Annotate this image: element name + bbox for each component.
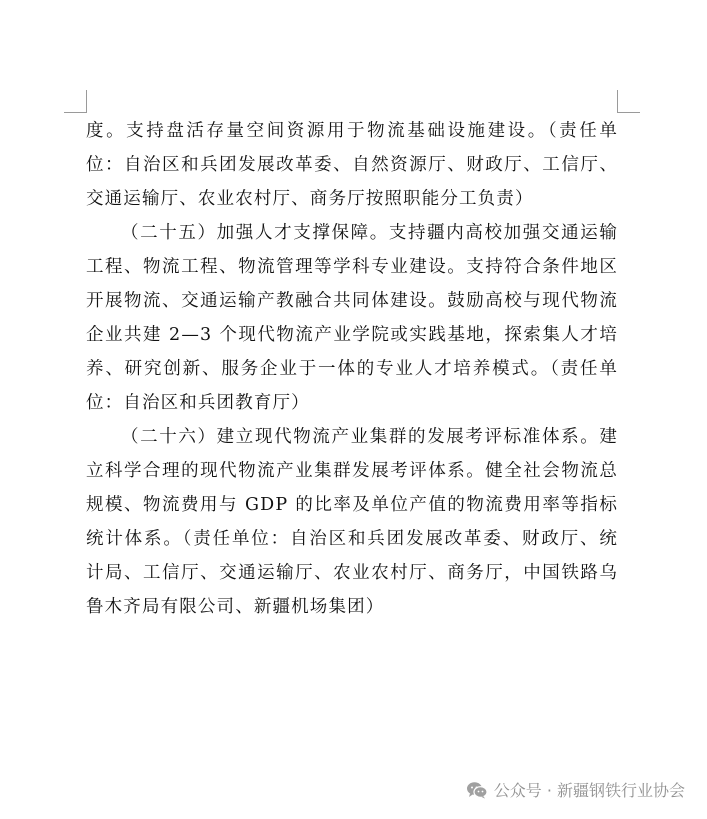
crop-mark-top-right [617, 90, 640, 113]
crop-mark-top-left [64, 90, 87, 113]
paragraph-text: 度。支持盘活存量空间资源用于物流基础设施建设。（责任单位：自治区和兵团发展改革委、自然资源厅、财政厅、工信厅、交通运输厅、农业农村厅、商务厅按照职能分工负责） [86, 121, 618, 209]
paragraph-text: 建立现代物流产业集群的发展考评标准体系。建立科学合理的现代物流产业集群发展考评体系。健全社会物流总规模、物流费用与 GDP 的比率及单位产值的物流费用率等指标统计体系。（责任单位：自治区和兵团发展改革委、财政厅、统计局、工信厅、交通运输厅、农业农村厅、商务厅，中国铁路乌鲁木齐局有限公司、新疆机场集团） [86, 427, 618, 617]
paragraph-number: （二十五） [121, 223, 217, 243]
watermark [466, 778, 685, 801]
paragraph-continuation [86, 114, 618, 216]
paragraph-item-26 [86, 420, 618, 624]
paragraph-text: 加强人才支撑保障。支持疆内高校加强交通运输工程、物流工程、物流管理等学科专业建设。支持符合条件地区开展物流、交通运输产教融合共同体建设。鼓励高校与现代物流企业共建 2—3 个现代物流产业学院或实践基地，探索集人才培养、研究创新、服务企业于一体的专业人才培养模式。（责任单位：自治区和兵团教育厅） [86, 223, 618, 413]
paragraph-number: （二十六） [121, 427, 217, 447]
watermark-text: 公众号 · 新疆钢铁行业协会 [493, 781, 685, 800]
document-body [86, 114, 618, 624]
paragraph-item-25 [86, 216, 618, 420]
wechat-icon [466, 781, 488, 799]
